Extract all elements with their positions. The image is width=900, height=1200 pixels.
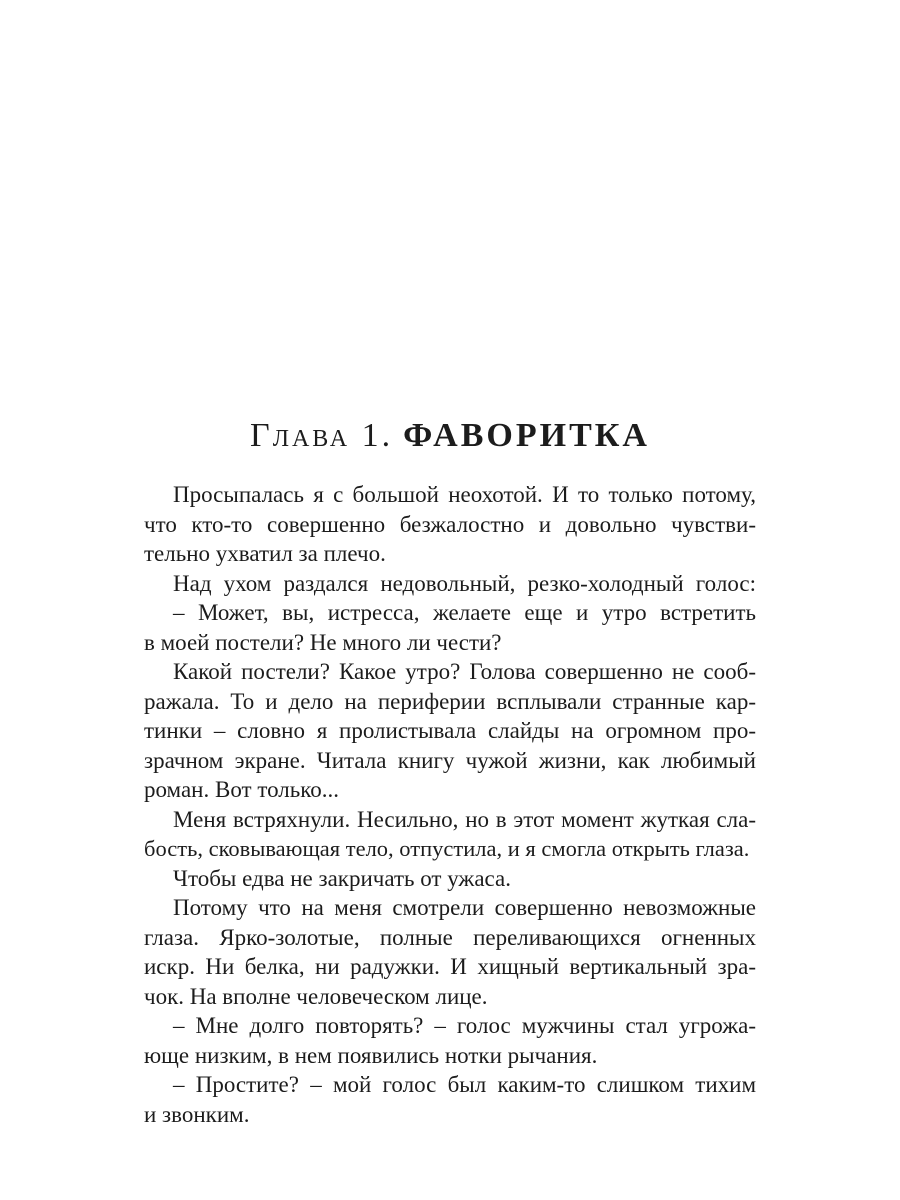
text-line: – Мне долго повторять? – голос мужчины стал угрожа- (173, 1013, 756, 1038)
text-line: глаза. Ярко-золотые, полные переливающихся огненных (144, 924, 756, 950)
text-line: тельно ухватил за плечо. (144, 541, 386, 566)
text-line: в моей постели? Не много ли чести? (144, 629, 502, 655)
chapter-title: ФАВОРИТКА (403, 417, 650, 454)
text-line: и звонким. (144, 1101, 250, 1127)
text-line: роман. Вот только... (144, 777, 339, 802)
text-line: тинки – словно я пролистывала слайды на огромном про- (144, 718, 756, 743)
text-line: Меня встряхнули. Несильно, но в этот момент жуткая сла- (173, 806, 756, 832)
text-line: бость, сковывающая тело, отпустила, и я смогла открыть глаза. (144, 836, 750, 861)
text-line: Над ухом раздался недовольный, резко-холодный голос: (173, 570, 756, 596)
text-line: Чтобы едва не закричать от ужаса. (173, 865, 511, 891)
chapter-number: Глава 1. (250, 417, 394, 454)
text-line: Просыпалась я с большой неохотой. И то только потому, (173, 482, 756, 507)
text-line: юще низким, в нем появились нотки рычания. (144, 1042, 598, 1068)
text-line: искр. Ни белка, ни радужки. И хищный вертикальный зра- (144, 954, 756, 979)
text-line: чок. На вполне человеческом лице. (144, 983, 488, 1009)
text-line: – Простите? – мой голос был каким-то слишком тихим (173, 1072, 756, 1097)
text-line: Какой постели? Какое утро? Голова совершенно не сооб- (173, 659, 756, 684)
text-line: зрачном экране. Читала книгу чужой жизни, как любимый (144, 747, 756, 773)
chapter-body (144, 480, 756, 1129)
chapter-heading (0, 414, 900, 458)
text-line: – Может, вы, истресса, желаете еще и утро встретить (173, 600, 756, 625)
text-line: Потому что на меня смотрели совершенно невозможные (173, 895, 756, 920)
text-line: ражала. То и дело на периферии всплывали странные кар- (144, 688, 756, 714)
text-line: что кто-то совершенно безжалостно и довольно чувстви- (144, 511, 756, 537)
